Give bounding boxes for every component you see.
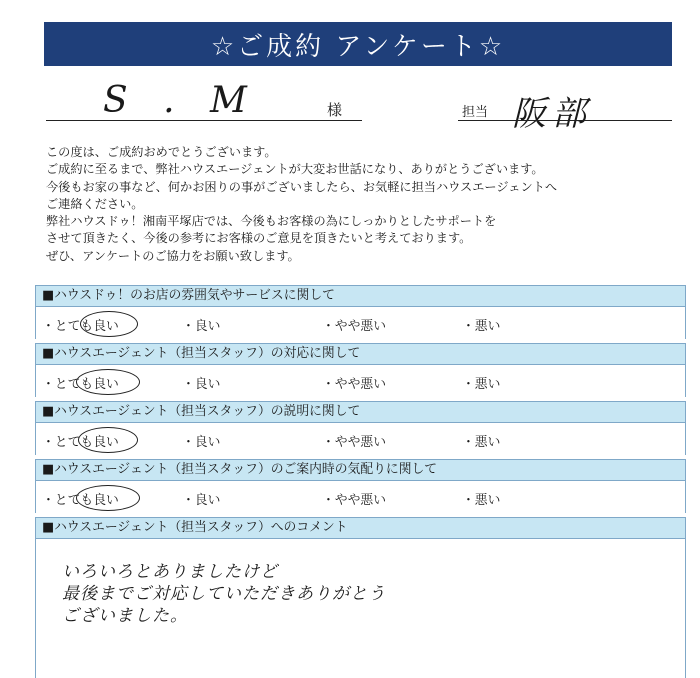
survey-title: ☆ご成約 アンケート☆: [44, 22, 672, 66]
option-good[interactable]: ・良い: [182, 319, 221, 334]
question-atmosphere: [35, 285, 686, 339]
option-bad[interactable]: ・悪い: [462, 435, 501, 450]
comment-heading: ■ハウスエージェント（担当スタッフ）へのコメント: [35, 517, 686, 539]
selection-circle: [78, 427, 138, 453]
question-heading: ■ハウスドゥ！のお店の雰囲気やサービスに関して: [35, 285, 686, 307]
staff-name-handwritten: 阪部: [512, 94, 592, 134]
selection-circle: [76, 485, 140, 511]
selection-circle: [76, 369, 140, 395]
option-good[interactable]: ・良い: [182, 493, 221, 508]
option-bad[interactable]: ・悪い: [462, 377, 501, 392]
customer-name-line: [46, 120, 362, 121]
option-slightly-bad[interactable]: ・やや悪い: [322, 493, 386, 508]
option-very-good[interactable]: ・とても良い: [42, 435, 119, 450]
comment-line: いろいろとありましたけど: [62, 562, 278, 582]
question-agent-explanation: [35, 401, 686, 455]
question-agent-consideration: [35, 459, 686, 513]
option-bad[interactable]: ・悪い: [462, 493, 501, 508]
question-heading: ■ハウスエージェント（担当スタッフ）のご案内時の気配りに関して: [35, 459, 686, 481]
intro-line: ぜひ、アンケートのご協力をお願い致します。: [46, 248, 300, 263]
question-agent-response: [35, 343, 686, 397]
comment-line: ございました。: [62, 606, 188, 626]
option-slightly-bad[interactable]: ・やや悪い: [322, 319, 386, 334]
staff-label: 担当: [462, 105, 489, 120]
customer-name-handwritten: S . M: [103, 80, 259, 121]
comment-section: [35, 517, 686, 678]
staff-name-line: [458, 120, 672, 121]
intro-line: ご連絡ください。: [46, 196, 144, 211]
intro-line: 弊社ハウスドゥ！湘南平塚店では、今後もお客様の為にしっかりとしたサポートを: [46, 214, 497, 229]
option-good[interactable]: ・良い: [182, 435, 221, 450]
option-slightly-bad[interactable]: ・やや悪い: [322, 377, 386, 392]
intro-line: ご成約に至るまで、弊社ハウスエージェントが大変お世話になり、ありがとうございます。: [46, 162, 544, 177]
question-heading: ■ハウスエージェント（担当スタッフ）の対応に関して: [35, 343, 686, 365]
question-options: [35, 423, 686, 455]
comment-line: 最後までご対応していただきありがとう: [62, 584, 386, 604]
comment-area[interactable]: [35, 539, 686, 678]
intro-line: 今後もお家の事など、何かお困りの事がございましたら、お気軽に担当ハウスエージェントへ: [46, 179, 558, 194]
option-very-good[interactable]: ・とても良い: [42, 319, 119, 334]
intro-line: させて頂きたく、今後の参考にお客様のご意見を頂きたいと考えております。: [46, 231, 472, 246]
intro-text: [46, 144, 686, 265]
question-options: [35, 307, 686, 339]
question-heading: ■ハウスエージェント（担当スタッフ）の説明に関して: [35, 401, 686, 423]
comment-handwritten-text: [62, 561, 386, 627]
honorific-label: 様: [327, 101, 343, 119]
question-options: [35, 365, 686, 397]
option-slightly-bad[interactable]: ・やや悪い: [322, 435, 386, 450]
option-very-good[interactable]: ・とても良い: [42, 493, 119, 508]
option-good[interactable]: ・良い: [182, 377, 221, 392]
selection-circle: [80, 311, 138, 337]
option-bad[interactable]: ・悪い: [462, 319, 501, 334]
intro-line: この度は、ご成約おめでとうございます。: [46, 145, 277, 159]
option-very-good[interactable]: ・とても良い: [42, 377, 119, 392]
question-options: [35, 481, 686, 513]
